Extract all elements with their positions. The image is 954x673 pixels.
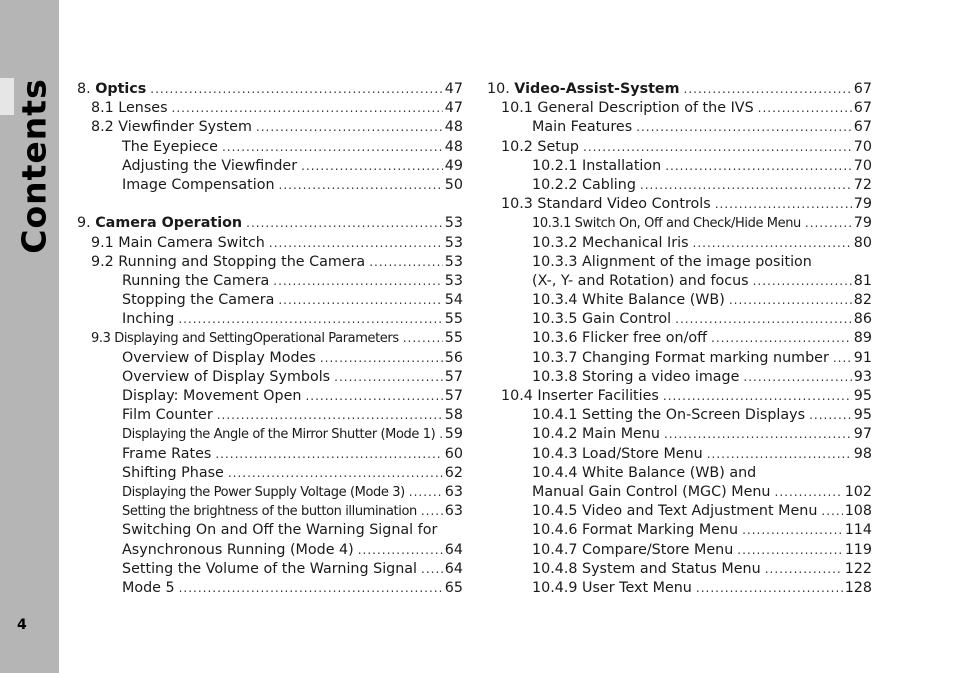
toc-subsection-entry	[77, 521, 463, 540]
toc-entry-title: 10.4.1 Setting the On-Screen Displays	[532, 407, 806, 424]
toc-entry-title: 10.1 General Description of the IVS	[501, 100, 754, 117]
toc-entry-title: 10.3.7 Changing Format marking number	[532, 349, 829, 366]
toc-page-number: 82	[853, 292, 872, 309]
sidebar-title: Contents	[14, 78, 54, 254]
dot-leader	[246, 214, 443, 233]
dot-leader	[707, 445, 852, 464]
toc-section-entry	[77, 329, 463, 348]
toc-page-number: 95	[853, 407, 872, 424]
dot-leader	[334, 368, 443, 387]
toc-subsection-entry	[77, 368, 463, 387]
toc-subsection-entry	[77, 157, 463, 176]
toc-page-number: 48	[444, 119, 463, 136]
toc-subsection-entry	[487, 541, 872, 560]
dot-leader	[369, 253, 443, 272]
toc-subsection-entry	[77, 445, 463, 464]
toc-subsection-entry	[77, 483, 463, 502]
toc-page-number: 53	[444, 234, 463, 251]
toc-entry-title: 10.3.6 Flicker free on/off	[532, 330, 707, 347]
toc-page-number: 119	[844, 541, 872, 558]
toc-page-number: 56	[444, 349, 463, 366]
toc-page-number: 65	[444, 579, 463, 596]
toc-subsection-entry	[487, 425, 872, 444]
toc-page-number: 60	[444, 445, 463, 462]
toc-section-entry	[77, 253, 463, 272]
dot-leader	[278, 291, 442, 310]
dot-leader	[809, 406, 852, 425]
toc-subsection-entry	[77, 138, 463, 157]
toc-subsection-entry	[487, 483, 872, 502]
toc-subsection-entry	[487, 502, 872, 521]
toc-page-number: 59	[444, 426, 463, 443]
toc-entry-title: Setting the brightness of the button illumination	[122, 504, 417, 520]
dot-leader	[279, 176, 443, 195]
toc-chapter-entry	[77, 80, 463, 99]
toc-subsection-entry	[487, 560, 872, 579]
toc-page-number: 80	[853, 234, 872, 251]
toc-page-number: 63	[444, 483, 463, 500]
dot-leader	[737, 541, 842, 560]
dot-leader	[729, 291, 852, 310]
toc-page-number: 64	[444, 541, 463, 558]
toc-subsection-entry	[77, 541, 463, 560]
chapter-number: 10.	[487, 81, 515, 97]
toc-page-number: 58	[444, 407, 463, 424]
dot-leader	[765, 560, 843, 579]
dot-leader	[358, 541, 443, 560]
toc-subsection-entry	[77, 579, 463, 598]
toc-page-number: 67	[853, 100, 872, 117]
dot-leader	[833, 349, 852, 368]
toc-page-number: 91	[853, 349, 872, 366]
toc-page-number: 89	[853, 330, 872, 347]
dot-leader	[409, 483, 443, 502]
toc-page-number: 108	[844, 503, 872, 520]
toc-entry-title: 10.4.8 System and Status Menu	[532, 560, 761, 577]
toc-subsection-entry	[77, 272, 463, 291]
dot-leader	[775, 483, 843, 502]
toc-subsection-entry	[77, 176, 463, 195]
toc-entry-title: Main Features	[532, 119, 633, 136]
chapter-title: Video-Assist-System	[514, 81, 680, 97]
toc-entry-title: 10.3.2 Mechanical Iris	[532, 234, 689, 251]
toc-section-entry	[77, 118, 463, 137]
toc-page-number: 67	[853, 119, 872, 136]
toc-entry-title: 9.2 Running and Stopping the Camera	[91, 253, 366, 270]
dot-leader	[821, 502, 842, 521]
toc-section-entry	[487, 99, 872, 118]
toc-entry-title: Film Counter	[122, 407, 213, 424]
dot-leader	[150, 80, 443, 99]
toc-entry-title: Overview of Display Modes	[122, 349, 316, 366]
toc-page-number: 102	[844, 483, 872, 500]
dot-leader	[273, 272, 443, 291]
toc-page-number: 47	[444, 100, 463, 117]
toc-entry-title: Manual Gain Control (MGC) Menu	[532, 483, 771, 500]
toc-entry-title: Asynchronous Running (Mode 4)	[122, 541, 354, 558]
toc-chapter-entry	[487, 80, 872, 99]
dot-leader	[636, 118, 852, 137]
toc-chapter-entry	[77, 214, 463, 233]
toc-page-number: 55	[444, 330, 463, 347]
toc-subsection-entry	[487, 253, 872, 272]
toc-subsection-entry	[487, 118, 872, 137]
dot-leader	[711, 329, 852, 348]
toc-page-number: 114	[844, 522, 872, 539]
dot-leader	[715, 195, 852, 214]
toc-entry-title: 10.3.5 Gain Control	[532, 311, 672, 328]
toc-page-number: 53	[444, 272, 463, 289]
toc-page-number: 128	[844, 579, 872, 596]
dot-leader	[758, 99, 852, 118]
toc-subsection-entry	[77, 502, 463, 521]
dot-leader	[665, 157, 852, 176]
toc-page-number: 122	[844, 560, 872, 577]
toc-subsection-entry	[487, 406, 872, 425]
toc-page-number: 53	[444, 253, 463, 270]
toc-page-number: 50	[444, 176, 463, 193]
chapter-title: Optics	[95, 81, 147, 97]
toc-subsection-entry	[487, 310, 872, 329]
toc-entry-title: 8.2 Viewfinder System	[91, 119, 252, 136]
toc-entry-title: Adjusting the Viewfinder	[122, 157, 298, 174]
toc-subsection-entry	[77, 560, 463, 579]
toc-entry-title: Display: Movement Open	[122, 388, 302, 404]
toc-entry-title: 10.4.6 Format Marking Menu	[532, 522, 739, 539]
toc-subsection-entry	[487, 579, 872, 598]
dot-leader	[743, 368, 851, 387]
dot-leader	[269, 234, 443, 253]
toc-entry-title: 10.3.3 Alignment of the image position	[532, 253, 812, 270]
toc-section-entry	[77, 234, 463, 253]
toc-entry-title: Setting the Volume of the Warning Signal	[122, 560, 418, 577]
dot-leader	[217, 406, 443, 425]
toc-page-number: 70	[853, 138, 872, 155]
toc-subsection-entry	[487, 329, 872, 348]
toc-entry-title: The Eyepiece	[122, 138, 218, 155]
toc-subsection-entry	[487, 349, 872, 368]
toc-entry-title: (X-, Y- and Rotation) and focus	[532, 272, 749, 289]
chapter-title: Camera Operation	[95, 215, 243, 232]
toc-page-number: 55	[444, 311, 463, 328]
toc-entry-title: 10.3 Standard Video Controls	[501, 196, 711, 213]
toc-entry-title: Running the Camera	[122, 272, 270, 289]
toc-entry-title: 10.4 Inserter Facilities	[501, 388, 659, 404]
toc-entry-title: Displaying the Angle of the Mirror Shutter (Mode 1)	[122, 427, 436, 443]
dot-leader	[640, 176, 852, 195]
toc-entry-title: 10.3.1 Switch On, Off and Check/Hide Menu	[532, 216, 801, 232]
toc-left-column	[77, 80, 463, 598]
toc-entry-title: 10.4.7 Compare/Store Menu	[532, 541, 734, 558]
toc-entry-title: Switching On and Off the Warning Signal for	[122, 522, 438, 539]
toc-entry-title: 10.3.4 White Balance (WB)	[532, 292, 725, 309]
toc-subsection-entry	[487, 521, 872, 540]
toc-entry-title: Displaying the Power Supply Voltage (Mode 3)	[122, 484, 405, 500]
dot-leader	[256, 118, 443, 137]
dot-leader	[320, 349, 443, 368]
toc-entry-title: 9.3 Displaying and SettingOperational Parameters	[91, 331, 399, 347]
toc-entry-title: Frame Rates	[122, 445, 212, 462]
toc-page-number: 72	[853, 176, 872, 193]
chapter-number: 8.	[77, 81, 96, 97]
toc-entry-title	[487, 80, 680, 99]
toc-page-number: 57	[444, 388, 463, 404]
toc-subsection-entry	[487, 368, 872, 387]
dot-leader	[421, 502, 443, 521]
chapter-number: 9.	[77, 215, 96, 232]
toc-section-entry	[487, 387, 872, 406]
toc-page-number: 67	[853, 81, 872, 97]
dot-leader	[663, 387, 852, 406]
toc-page-number: 97	[853, 426, 872, 443]
dot-leader	[403, 329, 443, 348]
toc-subsection-entry	[77, 310, 463, 329]
dot-leader	[696, 579, 843, 598]
toc-entry-title	[77, 214, 242, 233]
toc-subsection-entry	[487, 157, 872, 176]
toc-entry-title: Stopping the Camera	[122, 292, 275, 309]
toc-entry-title: Image Compensation	[122, 176, 275, 193]
toc-page-number: 64	[444, 560, 463, 577]
toc-section-entry	[487, 138, 872, 157]
toc-entry-title: 10.4.2 Main Menu	[532, 426, 660, 443]
sidebar-tab-marker	[0, 78, 14, 115]
toc-entry-title: 10.2 Setup	[501, 138, 579, 155]
toc-entry-title: Overview of Display Symbols	[122, 368, 331, 385]
dot-leader	[179, 579, 443, 598]
dot-leader	[305, 387, 442, 406]
toc-subsection-entry	[77, 464, 463, 483]
toc-subsection-entry	[487, 445, 872, 464]
toc-page-number: 47	[444, 81, 463, 97]
dot-leader	[301, 157, 443, 176]
toc-entry-title: 10.4.3 Load/Store Menu	[532, 445, 703, 462]
toc-section-entry	[77, 99, 463, 118]
toc-page-number: 79	[853, 215, 872, 232]
toc-page-number: 70	[853, 157, 872, 174]
toc-subsection-entry	[77, 406, 463, 425]
toc-subsection-entry	[487, 176, 872, 195]
toc-page-number: 93	[853, 368, 872, 385]
toc-section-entry	[487, 195, 872, 214]
dot-leader	[805, 214, 852, 233]
dot-leader	[684, 80, 852, 99]
toc-entry-title: 10.4.9 User Text Menu	[532, 579, 692, 596]
dot-leader	[439, 425, 443, 444]
toc-page-number: 53	[444, 215, 463, 232]
toc-subsection-entry	[77, 387, 463, 406]
toc-right-column	[487, 80, 872, 598]
toc-entry-title: 10.4.4 White Balance (WB) and	[532, 464, 757, 481]
toc-subsection-entry	[487, 234, 872, 253]
toc-subsection-entry	[487, 291, 872, 310]
dot-leader	[178, 310, 442, 329]
toc-entry-title: Mode 5	[122, 579, 175, 596]
toc-page-number: 57	[444, 368, 463, 385]
dot-leader	[664, 425, 852, 444]
toc-subsection-entry	[487, 464, 872, 483]
toc-entry-title: 9.1 Main Camera Switch	[91, 234, 265, 251]
toc-entry-title: 10.2.2 Cabling	[532, 176, 636, 193]
toc-entry-title	[77, 80, 146, 99]
dot-leader	[583, 138, 852, 157]
toc-page-number: 98	[853, 445, 872, 462]
toc-page-number: 81	[853, 272, 872, 289]
dot-leader	[753, 272, 852, 291]
toc-subsection-entry	[77, 425, 463, 444]
toc-subsection-entry	[487, 272, 872, 291]
dot-leader	[228, 464, 443, 483]
toc-page-number: 63	[444, 503, 463, 520]
toc-subsection-entry	[77, 291, 463, 310]
dot-leader	[675, 310, 852, 329]
toc-subsection-entry	[77, 349, 463, 368]
toc-entry-title: Shifting Phase	[122, 464, 224, 481]
dot-leader	[222, 138, 443, 157]
page-number: 4	[17, 617, 27, 633]
toc-entry-title: 10.4.5 Video and Text Adjustment Menu	[532, 503, 818, 520]
dot-leader	[421, 560, 443, 579]
toc-page-number: 95	[853, 388, 872, 404]
toc-entry-title: 8.1 Lenses	[91, 100, 168, 117]
toc-subsection-entry	[487, 214, 872, 233]
toc-page-number: 62	[444, 464, 463, 481]
toc-entry-title: Inching	[122, 311, 175, 328]
toc-page-number: 49	[444, 157, 463, 174]
toc-spacer	[77, 195, 463, 214]
toc-page-number: 54	[444, 292, 463, 309]
toc-page-number: 48	[444, 138, 463, 155]
dot-leader	[693, 234, 852, 253]
toc-entry-title: 10.2.1 Installation	[532, 157, 662, 174]
toc-page-number: 79	[853, 196, 872, 213]
dot-leader	[215, 445, 442, 464]
dot-leader	[742, 521, 843, 540]
toc-entry-title: 10.3.8 Storing a video image	[532, 368, 740, 385]
dot-leader	[172, 99, 443, 118]
toc-page-number: 86	[853, 311, 872, 328]
